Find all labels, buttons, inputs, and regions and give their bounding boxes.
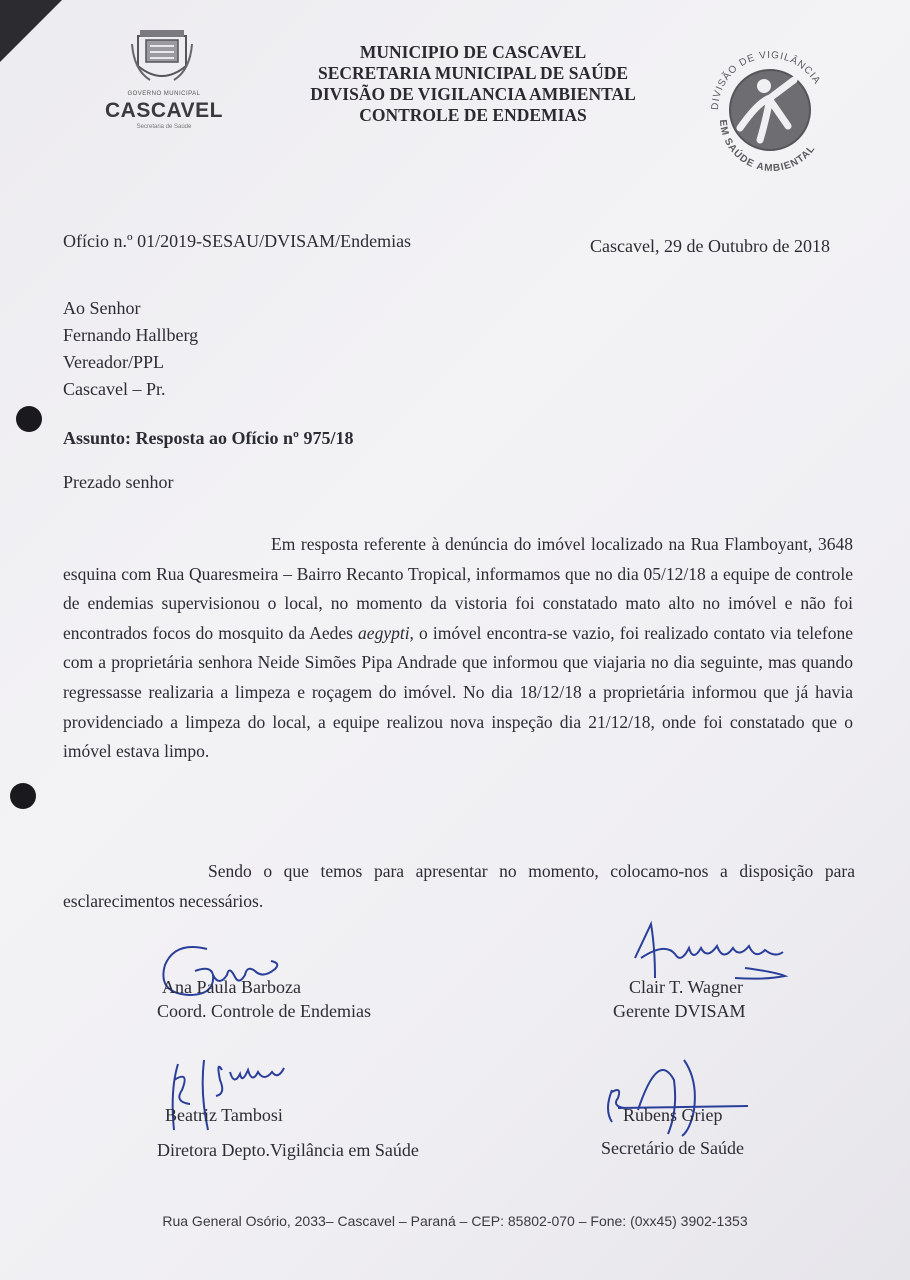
logo-subtext: Secretaria de Saúde: [136, 124, 192, 130]
footer-address: Rua General Osório, 2033– Cascavel – Paraná – CEP: 85802-070 – Fone: (0xx45) 3902-1353: [162, 1213, 748, 1229]
header-line-2: SECRETARIA MUNICIPAL DE SAÚDE: [317, 63, 629, 83]
header-line-4: CONTROLE DE ENDEMIAS: [359, 105, 587, 125]
signature-name-3: Beatriz Tambosi: [165, 1105, 283, 1125]
recipient-block: [63, 295, 198, 403]
logo-small-text: GOVERNO MUNICIPAL: [127, 91, 201, 97]
subject-line: Assunto: Resposta ao Ofício nº 975/18: [63, 428, 354, 448]
header-line-3: DIVISÃO DE VIGILANCIA AMBIENTAL: [310, 84, 636, 104]
signature-rubens-griep: [598, 1050, 758, 1140]
body-p1-text-a: Em resposta referente à denúncia do imóvel localizado na Rua Flamboyant, 3648 esquina com Rua Quaresmeira – Bairro Recanto Tropical, informamos que no dia 05/12/18 a equipe de controle de endemias supervisionou o local, no momento da vistoria foi constatado mato alto no imóvel e não foi encontrados focos do mosquito da Aedes: [63, 534, 853, 643]
recipient-line-3: Vereador/PPL: [63, 352, 164, 372]
signature-role-2: Gerente DVISAM: [613, 1001, 746, 1021]
header-line-1: MUNICIPIO DE CASCAVEL: [359, 42, 587, 62]
recipient-line-1: Ao Senhor: [63, 298, 141, 318]
body-paragraph-2: [63, 857, 855, 916]
punch-hole-bottom: [10, 783, 36, 809]
vigilancia-seal: [700, 40, 840, 180]
signature-role-4: Secretário de Saúde: [601, 1138, 744, 1158]
body-paragraph-1: [63, 530, 853, 767]
body-p1-italic: aegypti,: [358, 622, 414, 643]
signature-name-1: Ana Paula Barboza: [162, 977, 301, 997]
punch-hole-top: [16, 406, 42, 432]
logo-name: CASCAVEL: [105, 99, 223, 122]
signature-role-3: Diretora Depto.Vigilância em Saúde: [157, 1140, 419, 1160]
body-p1-text-b: o imóvel encontra-se vazio, foi realizado contato via telefone com a proprietária senhora Neide Simões Pipa Andrade que informou que viajaria no dia seguinte, mas quando regressasse realizaria a limpeza e roçagem do imóvel. No dia 18/12/18 a proprietária informou que já havia providenciado a limpeza do local, a equipe realizou nova inspeção dia 21/12/18, onde foi constatado que o imóvel estava limpo.: [63, 622, 853, 762]
letterhead: [268, 42, 678, 126]
seal-top-text: DIVISÃO DE VIGILÂNCIA: [709, 49, 823, 111]
cascavel-logo: [98, 28, 230, 136]
recipient-line-2: Fernando Hallberg: [63, 325, 199, 345]
recipient-line-4: Cascavel – Pr.: [63, 379, 166, 399]
signature-name-4: Rubens Griep: [623, 1105, 723, 1125]
oficio-number: Ofício n.º 01/2019-SESAU/DVISAM/Endemias: [63, 231, 412, 251]
date-line: Cascavel, 29 de Outubro de 2018: [590, 236, 830, 256]
signature-name-2: Clair T. Wagner: [629, 977, 744, 997]
signature-role-1: Coord. Controle de Endemias: [157, 1001, 371, 1021]
page-corner-shadow: [0, 0, 62, 62]
body-p2-text: Sendo o que temos para apresentar no momento, colocamo-nos a disposição para esclarecimentos necessários.: [63, 861, 855, 911]
seal-bottom-text: EM SAÚDE AMBIENTAL: [716, 119, 818, 175]
coat-of-arms-icon: [130, 30, 194, 88]
salutation: Prezado senhor: [63, 472, 174, 492]
